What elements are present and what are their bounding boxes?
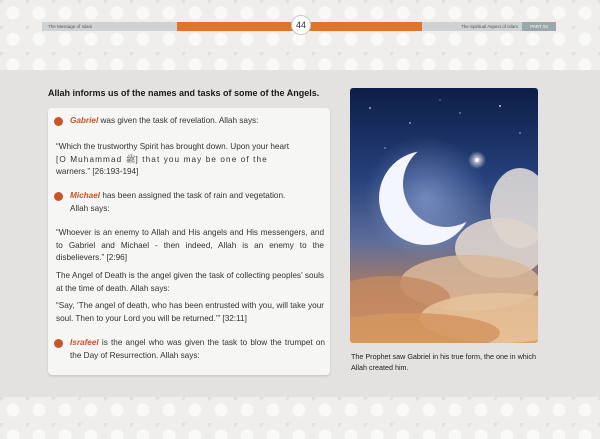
header-left-title: The Message of Islam — [48, 24, 93, 29]
israfeel-text: is the angel who was given the task to blow the trumpet on the Day of Resurrection. Allah says: — [70, 338, 325, 360]
angel-name-israfeel: Israfeel — [70, 338, 99, 347]
michael-intro-line-2: Allah says: — [70, 203, 110, 213]
section-heading: Allah informs us of the names and tasks of some of the Angels. — [48, 88, 320, 98]
bullet-icon — [54, 192, 63, 201]
gabriel-text: was given the task of revelation. Allah says: — [98, 116, 259, 125]
gabriel-quote-line-1: “Which the trustworthy Spirit has brought down. Upon your heart — [56, 142, 289, 151]
michael-text: has been assigned the task of rain and vegetation. — [100, 191, 286, 200]
bullet-icon — [54, 117, 63, 126]
text-panel — [48, 108, 330, 375]
part-tag: PART 03 — [522, 22, 556, 31]
crescent-moon-photo — [350, 88, 538, 343]
page-number: 44 — [291, 15, 311, 35]
bullet-icon — [54, 339, 63, 348]
gabriel-intro — [70, 115, 320, 128]
background-pattern-bottom — [0, 397, 600, 439]
background-pattern-top — [0, 0, 600, 70]
photo-caption: The Prophet saw Gabriel in his true form, the one in which Allah created him. — [351, 352, 536, 372]
header-right-title: The Spiritual Aspect of Islam — [460, 24, 518, 29]
angel-name-michael: Michael — [70, 191, 101, 200]
crescent-moon-illustration — [350, 88, 538, 343]
michael-intro — [70, 190, 325, 203]
angel-of-death-quote: “Say, ‘The angel of death, who has been entrusted with you, will take your soul. Then to your Lord you will be returned.’” [32:11] — [56, 301, 324, 323]
angel-of-death-text: The Angel of Death is the angel given the task of collecting peoples’ souls at the time of death. Allah says: — [56, 271, 324, 293]
israfeel-intro — [70, 337, 325, 362]
angel-name-gabriel: Gabriel — [70, 116, 99, 125]
gabriel-quote-line-3: warners.” [26:193-194] — [56, 167, 139, 176]
gabriel-quote-line-2: [O Muhammad ﷺ] that you may be one of the — [56, 154, 268, 164]
michael-quote: “Whoever is an enemy to Allah and His angels and His messengers, and to Gabriel and Michael - then indeed, Allah is an enemy to the disbelievers.” [2:96] — [56, 228, 324, 262]
